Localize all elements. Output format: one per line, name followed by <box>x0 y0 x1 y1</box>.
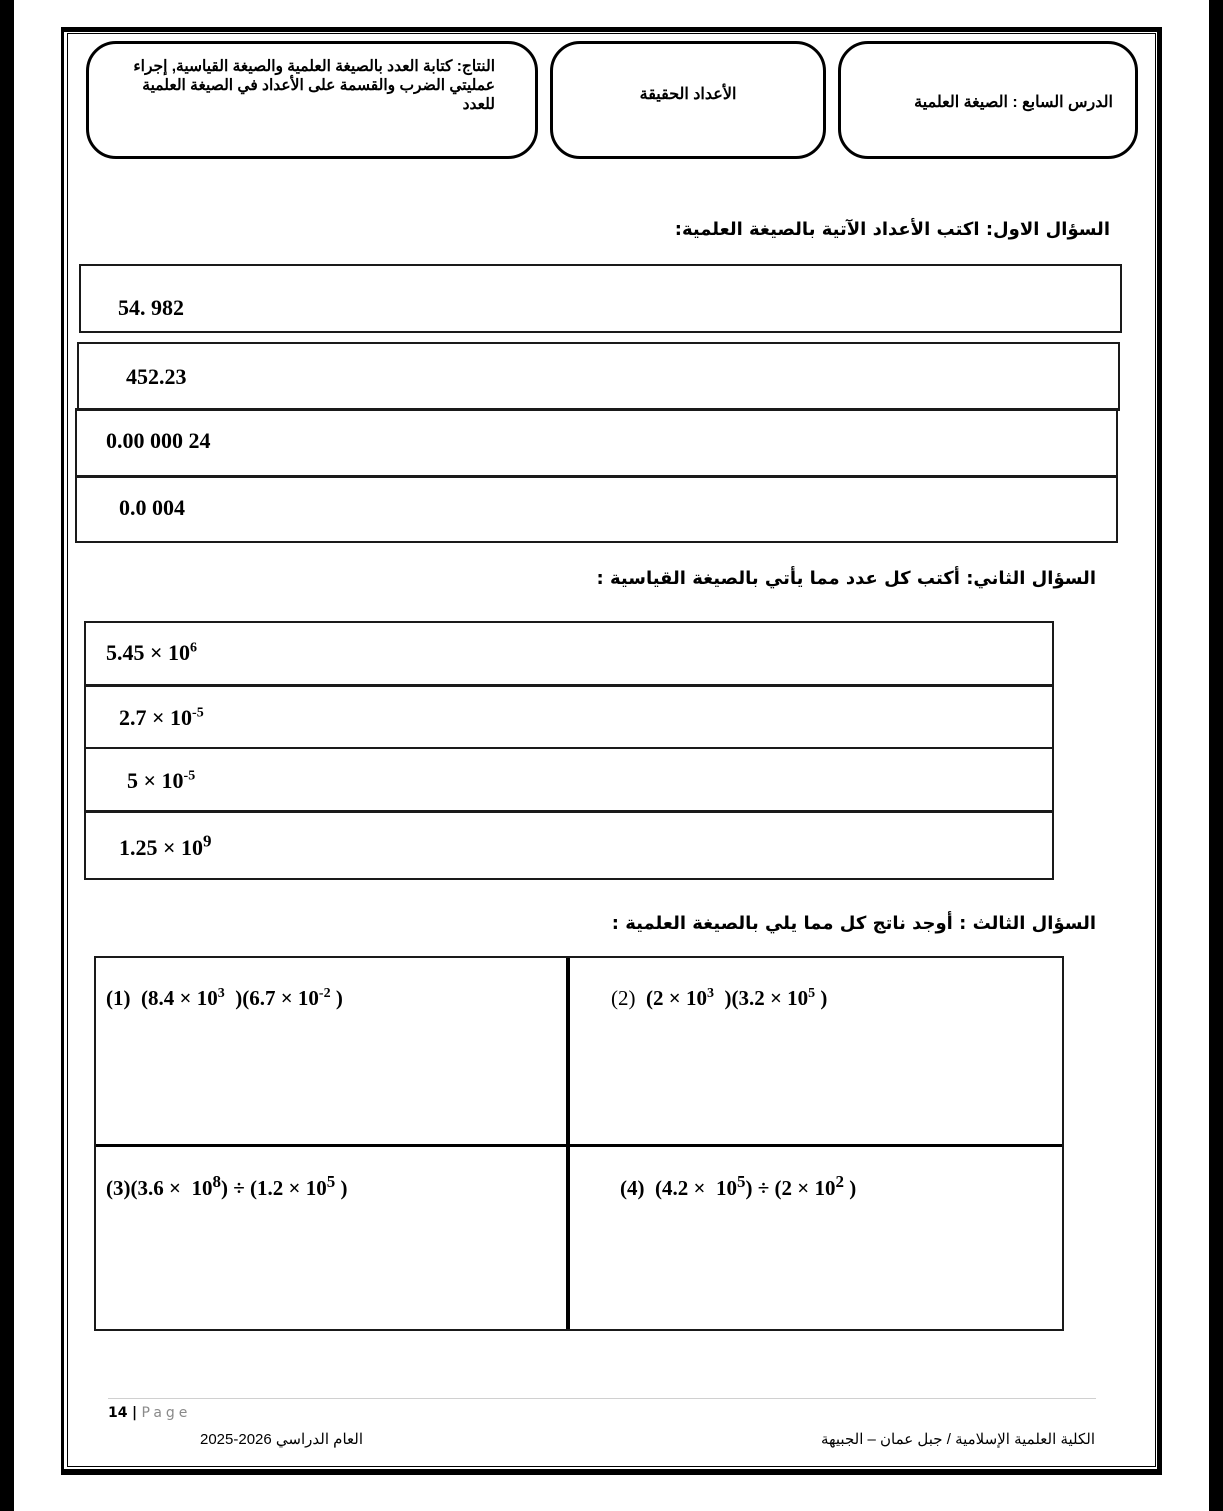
q2-item-4: $1.25 \times 10^9$ <box>119 831 212 860</box>
learning-outcome-text: النتاج: كتابة العدد بالصيغة العلمية والصيغة القياسية, إجراء عمليتي الضرب والقسمة على الأعداد في الصيغة العلمية للعدد <box>133 58 495 113</box>
q2-row <box>84 684 1054 749</box>
lesson-title: الدرس السابع : الصيغة العلمية <box>914 94 1113 111</box>
q3-problem-4: (4) $(4.2 \times 10^5) \div (2 \times 10^2$ ) <box>620 1172 857 1200</box>
q2-item-2: $2.7 \times 10^{-5}$ <box>119 705 204 730</box>
left-black-margin <box>0 0 14 1511</box>
q3-problem-2: (2) ($2 \times 10^3$ )($3.2 \times 10^5$ ) <box>611 986 828 1010</box>
question-2-title: السؤال الثاني: أكتب كل عدد مما يأتي بالصيغة القياسية : <box>596 568 1096 589</box>
q2-row <box>84 747 1054 813</box>
q3-grid-divider-horizontal <box>96 1144 1062 1147</box>
q1-row <box>75 475 1118 543</box>
page-number: 14 | Page <box>108 1405 192 1421</box>
academic-year: العام الدراسي 2026-2025 <box>200 1431 364 1448</box>
question-1-title: السؤال الاول: اكتب الأعداد الآتية بالصيغة العلمية: <box>674 219 1110 240</box>
q2-row <box>84 621 1054 687</box>
q3-problem-3: $(3)(3.6 \times 10^8) \div (1.2 \times 10^5$ ) <box>106 1172 348 1200</box>
right-black-margin <box>1209 0 1223 1511</box>
q2-row <box>84 810 1054 880</box>
q2-item-3: $5 \times 10^{-5}$ <box>127 768 196 793</box>
college-name: الكلية العلمية الإسلامية / جبل عمان – الجبيهة <box>820 1431 1095 1448</box>
q1-item-3: 0.00 000 24 <box>106 428 211 453</box>
q1-row <box>75 408 1118 478</box>
unit-title-box <box>550 41 826 159</box>
lesson-title-box <box>838 41 1138 159</box>
q2-item-1: $5.45 \times 10^6$ <box>106 640 198 665</box>
question-3-title: السؤال الثالث : أوجد ناتج كل مما يلي بالصيغة العلمية : <box>611 913 1096 934</box>
q1-row <box>77 342 1120 411</box>
q1-item-4: 0.0 004 <box>119 495 185 520</box>
footer-divider <box>108 1398 1096 1399</box>
learning-outcome-box <box>86 41 538 159</box>
q1-item-1: 54. 982 <box>118 295 184 320</box>
q3-answer-grid <box>94 956 1064 1331</box>
unit-title: الأعداد الحقيقة <box>639 86 737 103</box>
q3-problem-1: (1) ($8.4 \times 10^3$ )($6.7 \times 10^{-2}$ ) <box>106 986 343 1010</box>
q1-row <box>79 264 1122 333</box>
q1-item-2: 452.23 <box>126 364 187 389</box>
